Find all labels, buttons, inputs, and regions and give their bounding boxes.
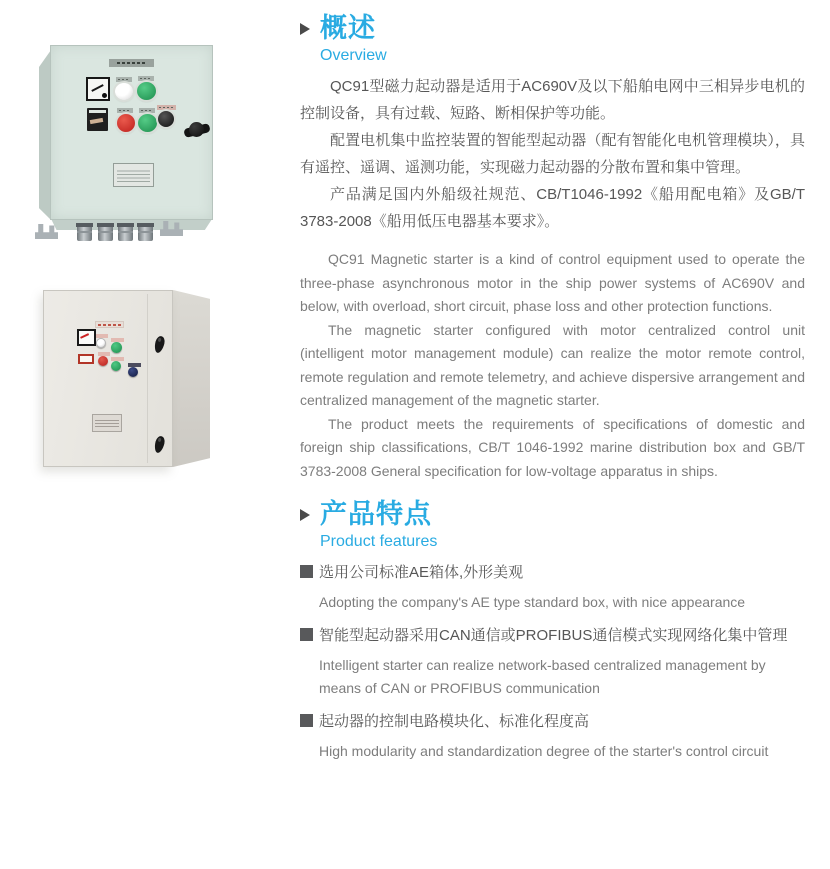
overview-english-block: [300, 248, 805, 483]
catalog-text-column: [300, 13, 805, 763]
feature-item: [300, 625, 805, 700]
button-label: [157, 105, 176, 110]
door-label-strip: [95, 321, 124, 328]
overview-title-en: Overview: [320, 47, 387, 64]
panel-label-strip: [109, 59, 154, 67]
button-label: [117, 108, 133, 113]
feature-item: [300, 562, 805, 614]
red-button: [117, 114, 135, 132]
mounting-bracket: [35, 224, 58, 239]
feature-bullet-icon: [300, 714, 313, 727]
nameplate: [113, 163, 154, 187]
black-button: [158, 111, 174, 127]
rotary-switch: [184, 122, 210, 139]
box-side-panel: [173, 290, 210, 467]
label-plate: [78, 354, 94, 364]
product-photo-perspective-view: [43, 288, 215, 473]
door-handle: [153, 335, 166, 354]
green-button: [111, 361, 121, 371]
cable-gland: [118, 223, 133, 241]
box-door-panel: [43, 290, 173, 467]
feature-text-zh: 智能型起动器采用CAN通信或PROFIBUS通信模式实现网络化集中管理: [319, 627, 788, 644]
section-marker-icon: [300, 509, 310, 521]
features-header: [300, 499, 805, 551]
feature-text-en: High modularity and standardization degree of the starter's control circuit: [319, 743, 769, 759]
white-indicator-button: [96, 338, 106, 348]
feature-bullet-icon: [300, 628, 313, 641]
feature-text-en: Intelligent starter can realize network-based centralized management by means of CAN or PROFIBUS communication: [319, 657, 766, 696]
green-button: [138, 114, 157, 132]
feature-text-zh: 起动器的控制电路模块化、标准化程度高: [319, 713, 590, 730]
feature-text-en: Adopting the company's AE type standard box, with nice appearance: [319, 594, 746, 610]
navy-button: [128, 367, 138, 377]
features-title-en: Product features: [320, 533, 438, 550]
door-handle: [153, 435, 166, 454]
features-section: [300, 499, 805, 763]
white-indicator-button: [115, 83, 133, 100]
feature-line-zh: [300, 625, 805, 647]
button-label: [139, 108, 155, 113]
overview-paragraph-zh: 产品满足国内外船级社规范、CB/T1046-1992《船用配电箱》及GB/T 3783-2008《船用低压电器基本要求》。: [300, 186, 805, 230]
cable-gland: [98, 223, 113, 241]
cable-gland: [138, 223, 153, 241]
features-title-zh: 产品特点: [320, 499, 432, 529]
overview-paragraph-en: The product meets the requirements of specifications of domestic and foreign ship classifications, CB/T 1046-1992 marine distribution box and GB/T 3783-2008 General specification for low-voltage apparatus in ships.: [300, 415, 805, 479]
overview-header: [300, 13, 805, 65]
red-button: [98, 356, 108, 366]
feature-item: [300, 711, 805, 763]
ammeter: [77, 329, 96, 346]
breaker-switch: [87, 108, 108, 131]
overview-title-zh: 概述: [320, 13, 376, 43]
ammeter: [86, 77, 110, 101]
green-button: [137, 82, 156, 100]
feature-bullet-icon: [300, 565, 313, 578]
overview-paragraph-zh: 配置电机集中监控装置的智能型起动器（配有智能化电机管理模块），具有遥控、遥调、遥测功能，实现磁力起动器的分散布置和集中管理。: [300, 132, 805, 176]
overview-paragraph-en: QC91 Magnetic starter is a kind of control equipment used to operate the three-phase asynchronous motor in the ship power systems of AC690V and below, with overload, short circuit, phase loss and other protection functions.: [300, 251, 805, 314]
feature-line-zh: [300, 711, 805, 733]
product-photo-front-view: [35, 42, 225, 247]
overview-paragraph-zh: QC91型磁力起动器是适用于AC690V及以下船舶电网中三相异步电机的控制设备，具有过载、短路、断相保护等功能。: [300, 78, 805, 122]
green-button: [111, 342, 122, 353]
box-front-panel: [50, 45, 213, 220]
overview-paragraph-en: The magnetic starter configured with motor centralized control unit (intelligent motor management module) can realize the motor remote control, remote regulation and remote telemetry, and achieve dispersive arrangement and centralized management of the magnetic starter.: [300, 321, 805, 408]
overview-section: [300, 13, 805, 483]
cable-gland: [77, 223, 92, 241]
feature-line-zh: [300, 562, 805, 584]
button-label: [138, 76, 154, 81]
feature-text-zh: 选用公司标准AE箱体,外形美观: [319, 564, 524, 581]
section-marker-icon: [300, 23, 310, 35]
nameplate: [92, 414, 122, 432]
button-label: [116, 77, 132, 82]
